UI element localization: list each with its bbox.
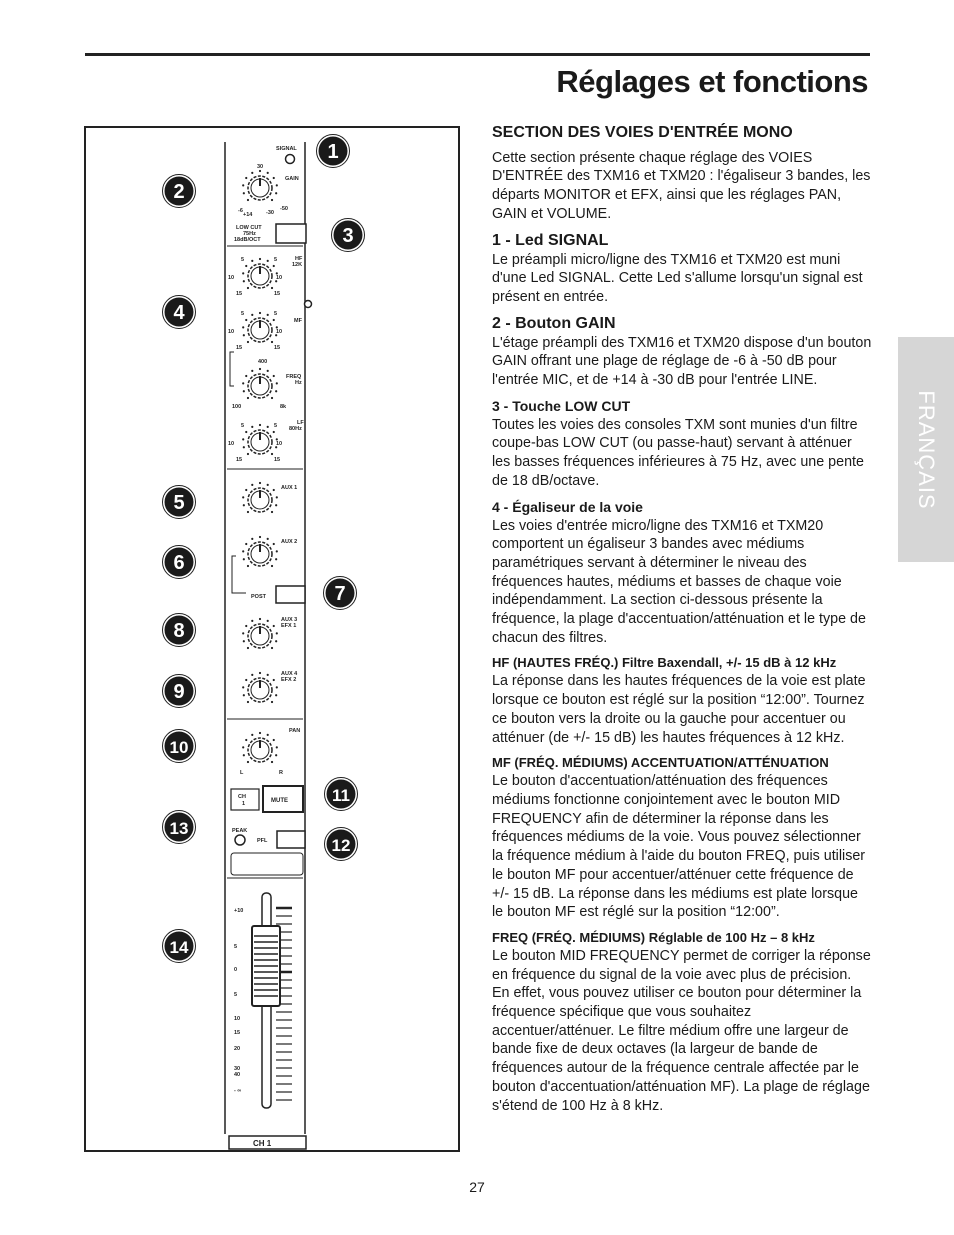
gain-paragraph: L'étage préampli des TXM16 et TXM20 dispose d'un bouton GAIN offrant une plage de réglage de -6 à -50 dB pour l'entrée MIC, et de +14 à -30 dB pour l'entrée LINE. bbox=[492, 334, 872, 389]
lowcut-paragraph: Toutes les voies des consoles TXM sont munies d'un filtre coupe-bas LOW CUT (ou passe-haut) servant à atténuer les basses fréquences inférieures à 75 Hz, avec une pente de 18 dB/octave. bbox=[492, 416, 864, 489]
gain-heading: 2 - Bouton GAIN bbox=[492, 314, 616, 332]
scribble-strip bbox=[231, 853, 303, 875]
svg-text:10: 10 bbox=[169, 738, 189, 757]
language-tab bbox=[898, 337, 954, 562]
svg-text:13: 13 bbox=[169, 819, 189, 838]
callout-6 bbox=[163, 546, 196, 579]
gain-m6-label: -6 bbox=[238, 208, 243, 214]
lowcut-label-1: LOW CUT bbox=[236, 225, 262, 231]
channel-strip-diagram bbox=[86, 128, 458, 1150]
knobs bbox=[228, 170, 282, 763]
callout-5 bbox=[163, 486, 196, 519]
eq-10-label-right: 10 bbox=[276, 275, 283, 281]
eq-5-label-left: 5 bbox=[241, 423, 245, 429]
lowcut-heading: 3 - Touche LOW CUT bbox=[492, 397, 631, 414]
aux1-label: AUX 1 bbox=[281, 485, 298, 491]
fader-scale-label: 40 bbox=[234, 1072, 241, 1078]
aux4-label: AUX 4 bbox=[281, 671, 298, 677]
fader-scale-label: 5 bbox=[234, 944, 238, 950]
callout-8 bbox=[163, 614, 196, 647]
signal-label: SIGNAL bbox=[276, 146, 297, 152]
mf-label: MF bbox=[294, 318, 302, 324]
post-button[interactable] bbox=[276, 586, 305, 603]
channel-label: CH 1 bbox=[253, 1139, 272, 1148]
eq-10-label-left: 10 bbox=[228, 275, 235, 281]
eq-5-label-right: 5 bbox=[274, 311, 278, 317]
gain-50-label: -50 bbox=[280, 206, 288, 212]
svg-text:2: 2 bbox=[173, 181, 185, 203]
efx2-label: EFX 2 bbox=[281, 677, 297, 683]
signal-led-heading: 1 - Led SIGNAL bbox=[492, 231, 609, 249]
callout-11 bbox=[325, 778, 358, 811]
hf-knob[interactable] bbox=[228, 257, 282, 297]
callout-7 bbox=[324, 577, 357, 610]
svg-text:9: 9 bbox=[173, 681, 185, 703]
gain-label: GAIN bbox=[285, 176, 299, 182]
page-title: Réglages et fonctions bbox=[556, 64, 868, 99]
freq-hz-label: Hz bbox=[295, 380, 302, 386]
aux3-knob[interactable] bbox=[242, 618, 278, 649]
hf-paragraph: La réponse dans les hautes fréquences de la voie est plate lorsque ce bouton est réglé sur la position “12:00”. Tournez ce bouton vers la droite ou la gauche pour accentuer ou atténuer (de +/- 15 dB) les hautes fréquences à 12 kHz. bbox=[492, 673, 866, 746]
ch1-button-number: 1 bbox=[242, 801, 246, 807]
gain-knob[interactable] bbox=[242, 170, 278, 201]
svg-text:14: 14 bbox=[169, 938, 189, 957]
lowcut-label-3: 18dB/OCT bbox=[234, 237, 261, 243]
eq-15-label-left: 15 bbox=[236, 345, 243, 351]
fader-scale-label: 10 bbox=[234, 1016, 241, 1022]
callout-2 bbox=[163, 175, 196, 208]
aux3-label: AUX 3 bbox=[281, 617, 298, 623]
page-number: 27 bbox=[469, 1179, 485, 1195]
gain-30-label: 30 bbox=[257, 164, 264, 170]
lowcut-label-2: 75Hz bbox=[243, 231, 256, 237]
mute-button-label: MUTE bbox=[271, 798, 288, 804]
svg-text:5: 5 bbox=[173, 492, 185, 514]
eq-5-label-right: 5 bbox=[274, 423, 278, 429]
svg-text:11: 11 bbox=[332, 786, 350, 805]
fader-scale-label: 20 bbox=[234, 1046, 241, 1052]
callout-13 bbox=[163, 811, 196, 844]
freq-knob[interactable] bbox=[242, 368, 278, 399]
freq-paragraph: Le bouton MID FREQUENCY permet de corriger la réponse en fréquence du signal de la voie avec plus de précision. En effet, vous pouvez utiliser ce bouton pour déterminer la fréquence spécifique que vous souhaitez accentuer/atténuer. Le filtre médium offre une largeur de bande fixe de deux octaves (la largeur de bande de fréquences autour de la fréquence centrale affectée par le bouton d'accentuation/atténuation MF). La plage de réglage s'étend de 100 Hz à 8 kHz. bbox=[492, 947, 871, 1114]
fader-knob[interactable] bbox=[252, 926, 280, 1006]
hf-label: HF bbox=[295, 256, 303, 262]
aux2-label: AUX 2 bbox=[281, 539, 298, 545]
eq-10-label-left: 10 bbox=[228, 329, 235, 335]
lf-label: LF bbox=[297, 420, 304, 426]
eq-5-label-left: 5 bbox=[241, 257, 245, 263]
header-rule bbox=[85, 53, 870, 56]
freq-label: FREQ bbox=[286, 374, 302, 380]
svg-text:4: 4 bbox=[173, 302, 185, 324]
eq-5-label-right: 5 bbox=[274, 257, 278, 263]
callout-1 bbox=[317, 135, 350, 168]
gain-m30-label: -30 bbox=[266, 210, 274, 216]
fader-scale-label: +10 bbox=[234, 908, 244, 914]
svg-text:3: 3 bbox=[342, 225, 354, 247]
pan-l-label: L bbox=[240, 770, 244, 776]
signal-led bbox=[286, 155, 295, 164]
signal-led-paragraph: Le préampli micro/ligne des TXM16 et TXM20 est muni d'une Led SIGNAL. Cette Led s'allume lorsqu'un signal est présent en entrée. bbox=[492, 251, 863, 305]
fader-scale-label: 15 bbox=[234, 1030, 241, 1036]
pan-knob[interactable] bbox=[242, 732, 278, 763]
callout-4 bbox=[163, 296, 196, 329]
peak-led bbox=[235, 835, 245, 845]
eq-paragraph: Les voies d'entrée micro/ligne des TXM16 et TXM20 comportent un égaliseur 3 bandes avec médiums paramétriques servant à déterminer le niveau des fréquences hautes, médiums et basses de chaque voie indépendamment. La section ci-dessous présente la fréquence, la plage d'accentuation/atténuation et le type de chacun des filtres. bbox=[492, 517, 866, 646]
callout-12 bbox=[325, 828, 358, 861]
eq-15-label-right: 15 bbox=[274, 457, 281, 463]
aux1-knob[interactable] bbox=[242, 482, 278, 513]
eq-10-label-right: 10 bbox=[276, 329, 283, 335]
peak-label: PEAK bbox=[232, 828, 248, 834]
fader-scale-label: - ∞ bbox=[234, 1088, 242, 1094]
mf-knob[interactable] bbox=[228, 311, 282, 351]
hf-heading: HF (HAUTES FRÉQ.) Filtre Baxendall, +/- 15 dB à 12 kHz bbox=[492, 655, 837, 671]
callout-10 bbox=[163, 730, 196, 763]
pfl-button[interactable] bbox=[277, 831, 305, 848]
mf-paragraph: Le bouton d'accentuation/atténuation des fréquences médiums fonctionne conjointement avec le bouton MID FREQUENCY afin de déterminer la réponse dans les fréquences médiums de la voie. Vous pouvez sélectionner la fréquence médium à l'aide du bouton FREQ, puis utiliser le bouton MF pour accentuer/atténuer cette fréquence de +/- 15 dB. La réponse dans les médiums est plate lorsque le bouton MF est réglé sur la position “12:00”. bbox=[492, 773, 866, 921]
post-label: POST bbox=[251, 594, 266, 600]
language-tab-label: FRANÇAIS bbox=[914, 389, 939, 510]
eq-15-label-right: 15 bbox=[274, 345, 281, 351]
eq-15-label-left: 15 bbox=[236, 291, 243, 297]
pfl-label: PFL bbox=[257, 838, 268, 844]
eq-5-label-left: 5 bbox=[241, 311, 245, 317]
callout-3 bbox=[332, 219, 365, 252]
content-column bbox=[492, 124, 872, 1115]
gain-14-label: +14 bbox=[243, 212, 253, 218]
svg-text:7: 7 bbox=[334, 583, 346, 605]
fader-scale-label: 5 bbox=[234, 992, 238, 998]
hf-freq-label: 12K bbox=[292, 262, 303, 268]
aux4-knob[interactable] bbox=[242, 672, 278, 703]
freq-8k-label: 8k bbox=[280, 404, 287, 410]
ch1-button-label: CH bbox=[238, 794, 246, 800]
callout-14 bbox=[163, 930, 196, 963]
eq-15-label-left: 15 bbox=[236, 457, 243, 463]
eq-10-label-left: 10 bbox=[228, 441, 235, 447]
freq-heading: FREQ (FRÉQ. MÉDIUMS) Réglable de 100 Hz – 8 kHz bbox=[492, 929, 815, 945]
fader-scale-label: 30 bbox=[234, 1066, 241, 1072]
fader-scale-label: 0 bbox=[234, 967, 238, 973]
aux2-knob[interactable] bbox=[242, 536, 278, 567]
freq-400-label: 400 bbox=[258, 359, 268, 365]
svg-text:6: 6 bbox=[173, 552, 185, 574]
section-title: SECTION DES VOIES D'ENTRÉE MONO bbox=[492, 124, 793, 141]
pan-r-label: R bbox=[279, 770, 283, 776]
lf-freq-label: 80Hz bbox=[289, 426, 302, 432]
low-cut-button[interactable] bbox=[276, 224, 306, 243]
eq-10-label-right: 10 bbox=[276, 441, 283, 447]
lf-knob[interactable] bbox=[228, 423, 282, 463]
freq-100-label: 100 bbox=[232, 404, 242, 410]
svg-text:8: 8 bbox=[173, 620, 185, 642]
eq-heading: 4 - Égaliseur de la voie bbox=[492, 498, 643, 515]
efx1-label: EFX 1 bbox=[281, 623, 297, 629]
channel-strip-figure bbox=[84, 126, 460, 1152]
mf-heading: MF (FRÉQ. MÉDIUMS) ACCENTUATION/ATTÉNUATION bbox=[492, 755, 829, 771]
svg-text:12: 12 bbox=[331, 836, 351, 855]
svg-text:1: 1 bbox=[327, 141, 339, 163]
eq-15-label-right: 15 bbox=[274, 291, 281, 297]
intro-paragraph: Cette section présente chaque réglage des VOIES D'ENTRÉE des TXM16 et TXM20 : l'égaliseur 3 bandes, les départs MONITOR et EFX, ainsi que les réglages PAN, GAIN et VOLUME. bbox=[492, 149, 871, 222]
callout-9 bbox=[163, 675, 196, 708]
pan-label: PAN bbox=[289, 728, 301, 734]
